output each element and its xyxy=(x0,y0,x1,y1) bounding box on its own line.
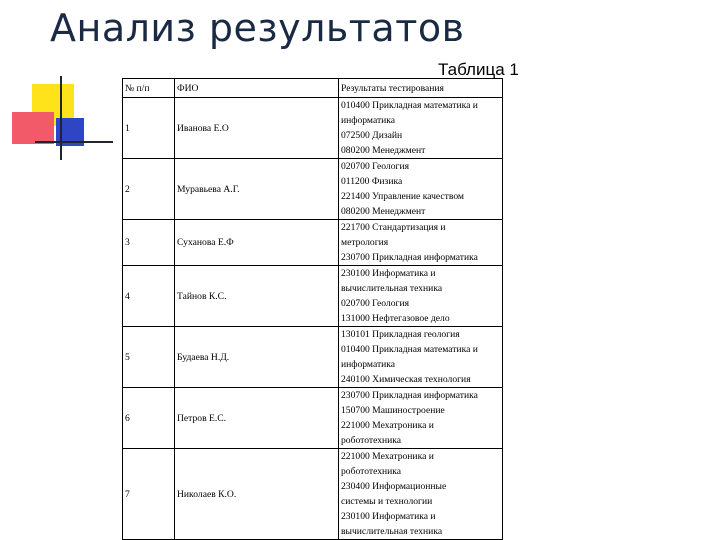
test-results xyxy=(339,159,503,220)
result-line: вычислительная техника xyxy=(341,526,443,537)
result-line: 150700 Машиностроение xyxy=(341,405,445,416)
result-line: 230100 Информатика и xyxy=(341,511,436,522)
test-results xyxy=(339,327,503,388)
table-caption: Таблица 1 xyxy=(438,60,519,79)
table-row xyxy=(123,388,503,449)
student-name: Будаева Н.Д. xyxy=(175,327,339,388)
table-row xyxy=(123,220,503,266)
table-row xyxy=(123,327,503,388)
result-line: 221000 Мехатроника и xyxy=(341,451,434,462)
table-row xyxy=(123,98,503,159)
test-results xyxy=(339,266,503,327)
result-line: информатика xyxy=(341,359,396,370)
result-line: 072500 Дизайн xyxy=(341,130,403,141)
result-line: информатика xyxy=(341,115,396,126)
row-number: 1 xyxy=(123,98,175,159)
row-number: 5 xyxy=(123,327,175,388)
result-line: 230100 Информатика и xyxy=(341,268,436,279)
result-line: 221700 Стандартизация и xyxy=(341,222,446,233)
test-results xyxy=(339,449,503,540)
test-results xyxy=(339,388,503,449)
result-line: 221000 Мехатроника и xyxy=(341,420,434,431)
header-name: ФИО xyxy=(175,79,339,98)
table-body xyxy=(123,98,503,540)
result-line: 020700 Геология xyxy=(341,298,409,309)
result-line: 011200 Физика xyxy=(341,176,403,187)
header-results: Результаты тестирования xyxy=(339,79,503,98)
decorative-red-square xyxy=(12,112,54,144)
table-row xyxy=(123,449,503,540)
student-name: Тайнов К.С. xyxy=(175,266,339,327)
row-number: 6 xyxy=(123,388,175,449)
results-table xyxy=(122,78,503,540)
student-name: Петров Е.С. xyxy=(175,388,339,449)
result-line: 230700 Прикладная информатика xyxy=(341,252,478,263)
result-line: 230400 Информационные xyxy=(341,481,447,492)
result-line: робототехника xyxy=(341,435,402,446)
decorative-vertical-line xyxy=(60,76,62,160)
result-line: 020700 Геология xyxy=(341,161,409,172)
student-name: Муравьева А.Г. xyxy=(175,159,339,220)
table-row xyxy=(123,159,503,220)
result-line: 131000 Нефтегазовое дело xyxy=(341,313,450,324)
result-line: 230700 Прикладная информатика xyxy=(341,390,478,401)
result-line: вычислительная техника xyxy=(341,283,443,294)
row-number: 4 xyxy=(123,266,175,327)
result-line: метрология xyxy=(341,237,389,248)
row-number: 3 xyxy=(123,220,175,266)
result-line: 080200 Менеджмент xyxy=(341,206,426,217)
test-results xyxy=(339,220,503,266)
student-name: Иванова Е.О xyxy=(175,98,339,159)
row-number: 7 xyxy=(123,449,175,540)
result-line: 221400 Управление качеством xyxy=(341,191,465,202)
table-row xyxy=(123,266,503,327)
result-line: 240100 Химическая технология xyxy=(341,374,471,385)
result-line: 010400 Прикладная математика и xyxy=(341,100,478,111)
student-name: Николаев К.О. xyxy=(175,449,339,540)
header-number: № п/п xyxy=(123,79,175,98)
test-results xyxy=(339,98,503,159)
row-number: 2 xyxy=(123,159,175,220)
result-line: 080200 Менеджмент xyxy=(341,145,426,156)
decorative-horizontal-line xyxy=(35,141,113,143)
result-line: системы и технологии xyxy=(341,496,433,507)
student-name: Суханова Е.Ф xyxy=(175,220,339,266)
table-header-row xyxy=(123,79,503,98)
result-line: 130101 Прикладная геология xyxy=(341,329,460,340)
result-line: робототехника xyxy=(341,466,402,477)
page-title: Анализ результатов xyxy=(50,6,465,50)
result-line: 010400 Прикладная математика и xyxy=(341,344,478,355)
